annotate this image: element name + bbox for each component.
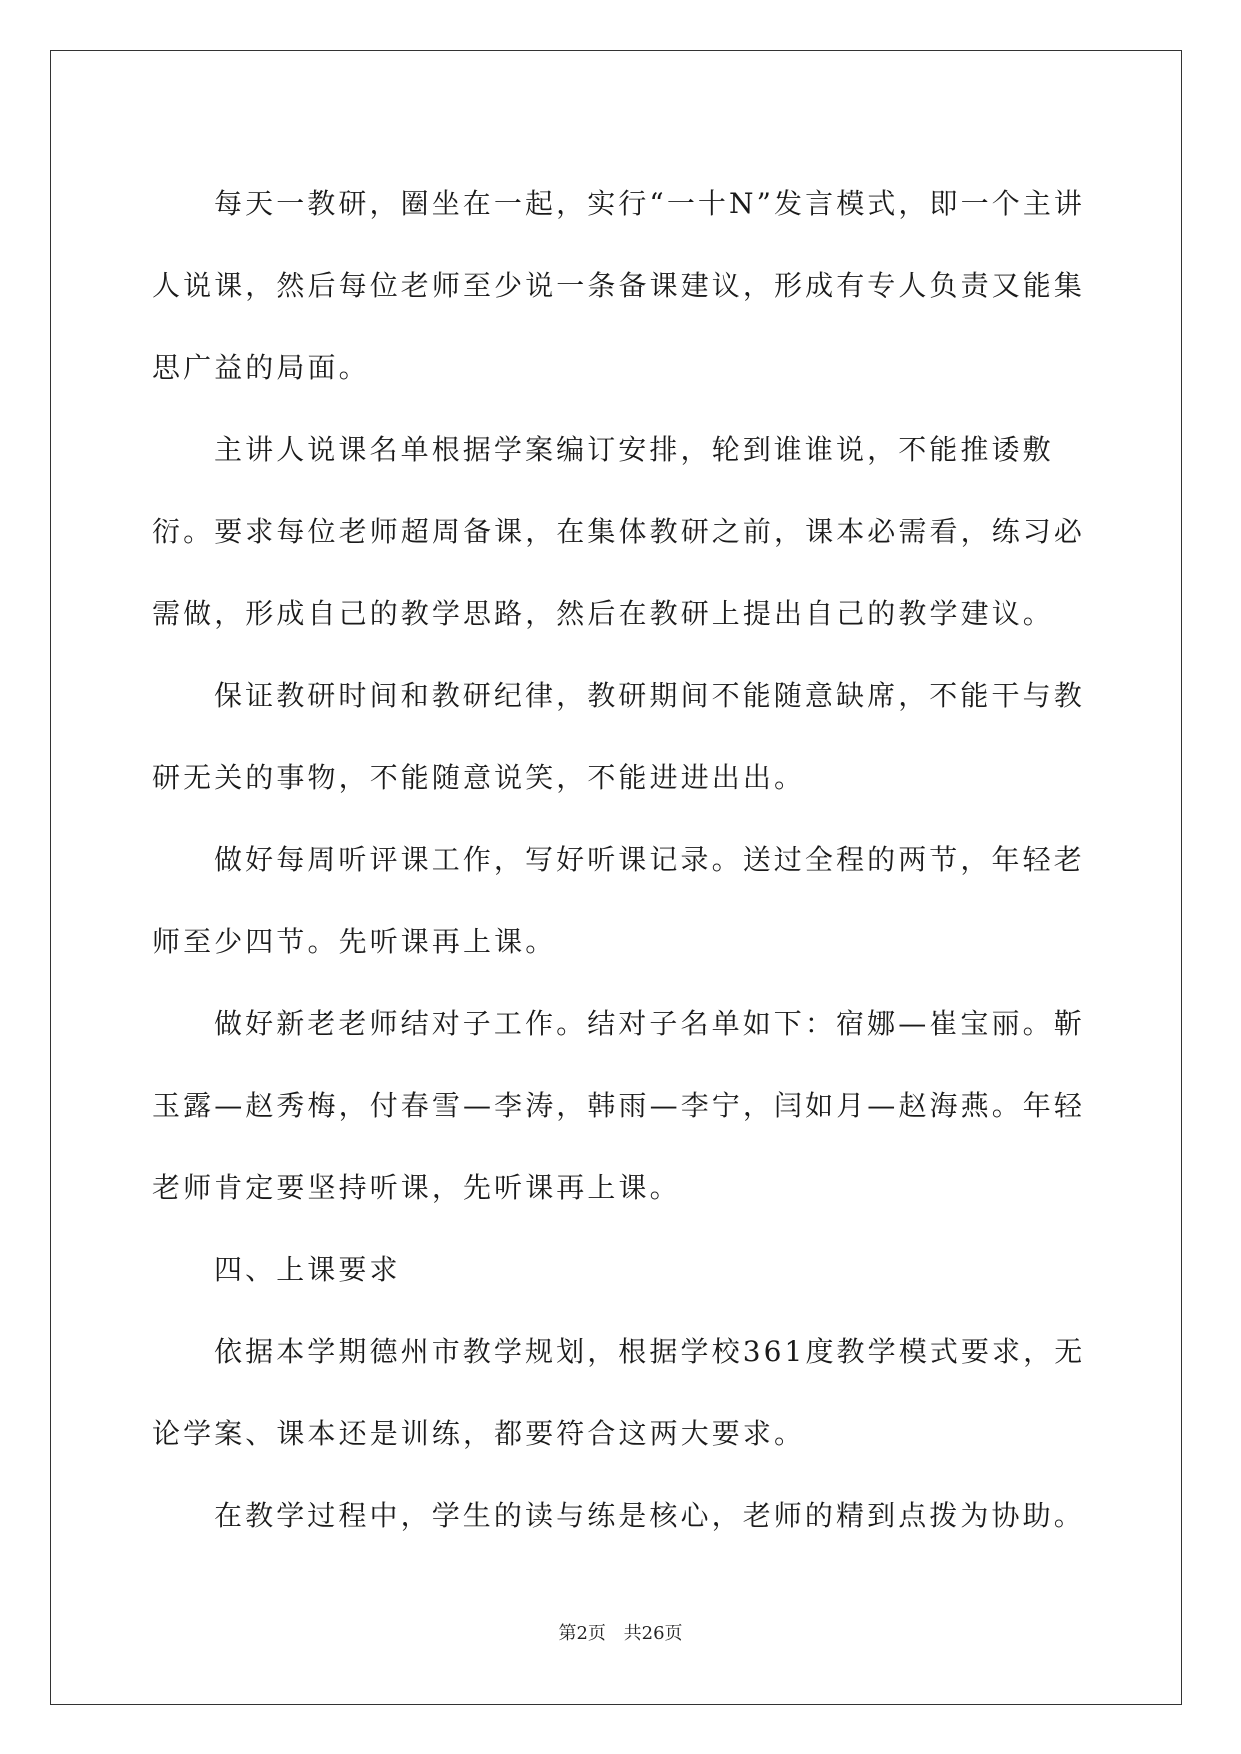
paragraph: 在教学过程中，学生的读与练是核心，老师的精到点拨为协助。 — [214, 1499, 1085, 1532]
paragraph: 保证教研时间和教研纪律，教研期间不能随意缺席，不能干与教研无关的事物，不能随意说笑，不能进进出出。 — [152, 679, 1085, 794]
paragraph: 每天一教研，圈坐在一起，实行“一十N”发言模式，即一个主讲人说课，然后每位老师至少说一条备课建议，形成有专人负责又能集思广益的局面。 — [152, 187, 1086, 384]
page-footer — [0, 1622, 1241, 1646]
paragraph: 依据本学期德州市教学规划，根据学校361度教学模式要求，无论学案、课本还是训练，都要符合这两大要求。 — [152, 1335, 1086, 1450]
section-heading: 四、上课要求 — [214, 1253, 401, 1286]
paragraph: 做好每周听评课工作，写好听课记录。送过全程的两节，年轻老师至少四节。先听课再上课。 — [152, 843, 1085, 958]
document-body — [152, 163, 1092, 1557]
page-number: 第2页 — [558, 1623, 606, 1644]
paragraph: 做好新老老师结对子工作。结对子名单如下：宿娜—崔宝丽。靳玉露—赵秀梅，付春雪—李涛，韩雨—李宁，闫如月—赵海燕。年轻老师肯定要坚持听课，先听课再上课。 — [152, 1007, 1086, 1204]
paragraph: 主讲人说课名单根据学案编订安排，轮到谁谁说，不能推诿敷衍。要求每位老师超周备课，在集体教研之前，课本必需看，练习必需做，形成自己的教学思路，然后在教研上提出自己的教学建议。 — [152, 433, 1086, 630]
page-total: 共26页 — [623, 1623, 683, 1644]
